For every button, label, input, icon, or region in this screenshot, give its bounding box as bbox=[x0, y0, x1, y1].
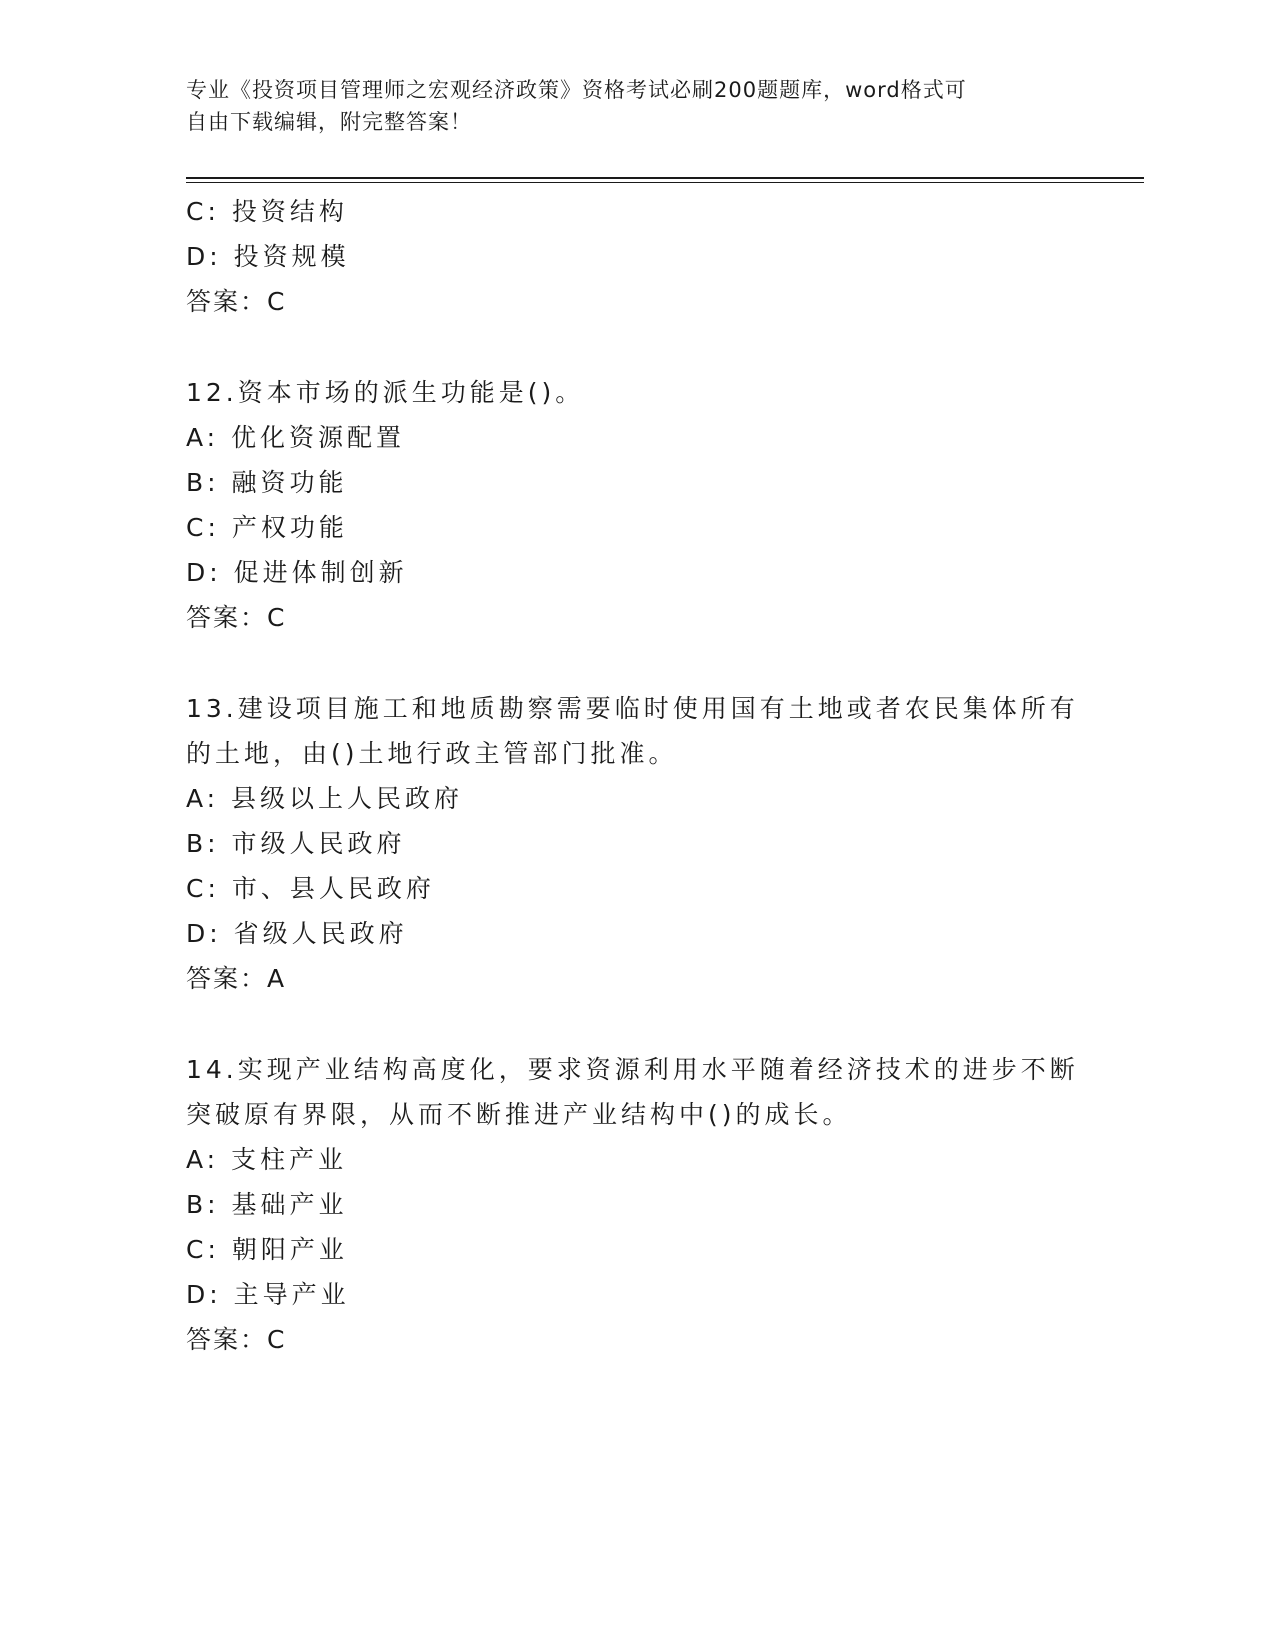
continued-question bbox=[186, 189, 1086, 324]
option-b: B: 融资功能 bbox=[186, 468, 348, 497]
option-d: D: 主导产业 bbox=[186, 1280, 350, 1309]
option-c: C: 产权功能 bbox=[186, 513, 348, 542]
option-c: C: 投资结构 bbox=[186, 197, 348, 226]
answer-line: 答案：C bbox=[186, 287, 287, 316]
question-stem: 13.建设项目施工和地质勘察需要临时使用国有土地或者农民集体所有 bbox=[186, 694, 1079, 723]
spacer bbox=[186, 640, 1086, 686]
option-b: B: 市级人民政府 bbox=[186, 829, 406, 858]
question-stem-continued: 突破原有界限，从而不断推进产业结构中()的成长。 bbox=[186, 1100, 852, 1129]
option-a: A: 优化资源配置 bbox=[186, 423, 406, 452]
header-line-2: 自由下载编辑，附完整答案！ bbox=[186, 110, 472, 134]
answer-line: 答案：A bbox=[186, 964, 287, 993]
spacer bbox=[186, 1001, 1086, 1047]
option-d: D: 投资规模 bbox=[186, 242, 350, 271]
document-header bbox=[186, 74, 1066, 138]
answer-line: 答案：C bbox=[186, 1325, 287, 1354]
option-a: A: 支柱产业 bbox=[186, 1145, 348, 1174]
question-list bbox=[186, 189, 1086, 1362]
option-b: B: 基础产业 bbox=[186, 1190, 348, 1219]
answer-line: 答案：C bbox=[186, 603, 287, 632]
header-line-1: 专业《投资项目管理师之宏观经济政策》资格考试必刷200题题库，word格式可 bbox=[186, 78, 967, 102]
option-d: D: 促进体制创新 bbox=[186, 558, 408, 587]
header-divider-thick bbox=[186, 177, 1144, 179]
option-c: C: 市、县人民政府 bbox=[186, 874, 435, 903]
option-c: C: 朝阳产业 bbox=[186, 1235, 348, 1264]
option-a: A: 县级以上人民政府 bbox=[186, 784, 464, 813]
option-d: D: 省级人民政府 bbox=[186, 919, 408, 948]
question-stem: 14.实现产业结构高度化，要求资源利用水平随着经济技术的进步不断 bbox=[186, 1055, 1079, 1084]
question-13 bbox=[186, 686, 1086, 1001]
question-12 bbox=[186, 370, 1086, 640]
question-stem: 12.资本市场的派生功能是()。 bbox=[186, 378, 585, 407]
question-14 bbox=[186, 1047, 1086, 1362]
spacer bbox=[186, 324, 1086, 370]
question-stem-continued: 的土地，由()土地行政主管部门批准。 bbox=[186, 739, 678, 768]
header-divider-thin bbox=[186, 182, 1144, 183]
